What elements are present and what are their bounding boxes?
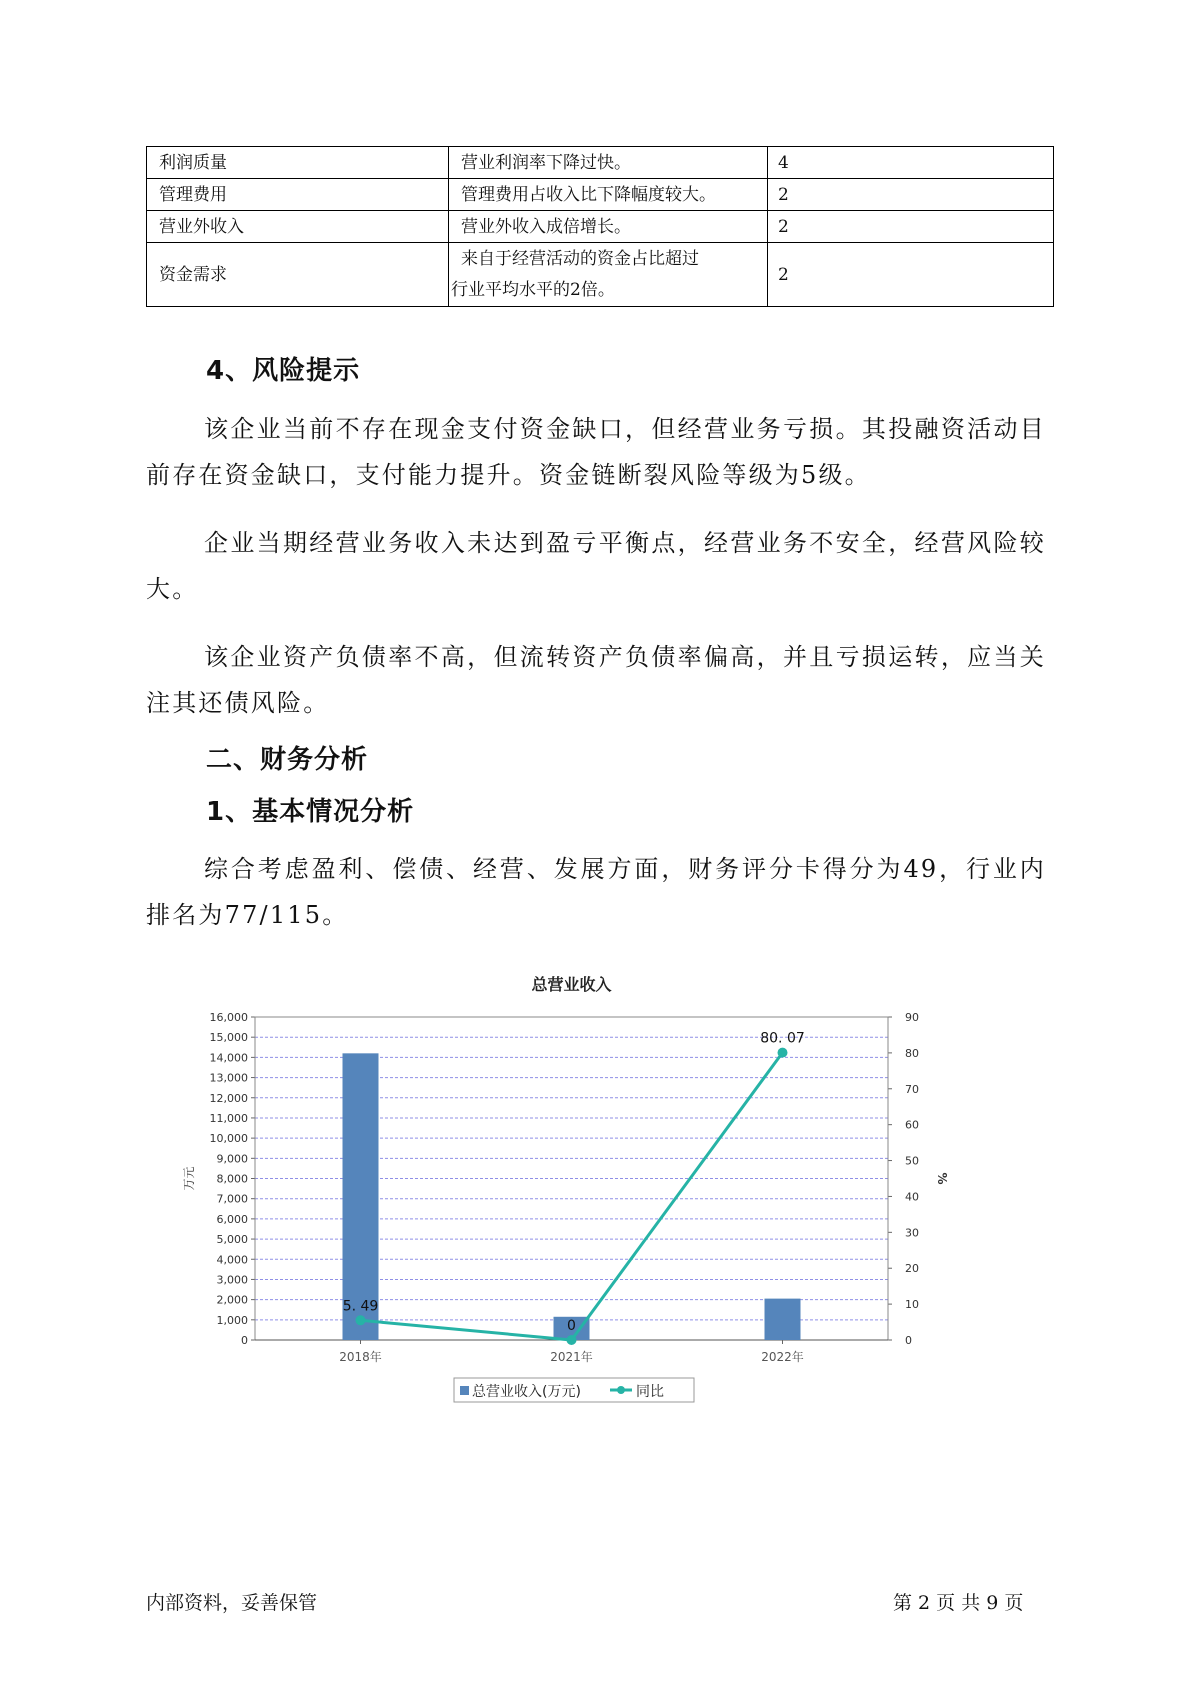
right-axis-tick-label: 70 bbox=[905, 1082, 919, 1096]
left-axis-tick-label: 6,000 bbox=[216, 1212, 248, 1226]
left-axis-tick-label: 5,000 bbox=[216, 1233, 248, 1247]
x-axis-tick-label: 2022年 bbox=[761, 1350, 804, 1364]
score-cell: 2 bbox=[768, 211, 1054, 243]
description-cell bbox=[449, 243, 768, 307]
yoy-data-label: 0 bbox=[567, 1318, 576, 1334]
revenue-chart-svg bbox=[180, 960, 980, 1420]
right-axis-tick-label: 20 bbox=[905, 1262, 919, 1276]
table-row bbox=[147, 147, 1054, 179]
yoy-data-label: 80. 07 bbox=[760, 1030, 805, 1047]
left-axis-tick-label: 7,000 bbox=[216, 1192, 248, 1206]
x-axis-tick-label: 2021年 bbox=[550, 1350, 593, 1364]
right-axis-label: % bbox=[935, 1172, 949, 1185]
footer-confidential: 内部资料，妥善保管 bbox=[146, 1592, 318, 1614]
x-axis-tick-label: 2018年 bbox=[339, 1350, 382, 1364]
left-axis-tick-label: 14,000 bbox=[209, 1051, 248, 1065]
paragraph: 该企业当前不存在现金支付资金缺口，但经营业务亏损。其投融资活动目前存在资金缺口，支付能力提升。资金链断裂风险等级为5级。 bbox=[146, 415, 1046, 489]
chart-title: 总营业收入 bbox=[531, 975, 612, 994]
left-axis-tick-label: 8,000 bbox=[216, 1172, 248, 1186]
description-line: 行业平均水平的2倍。 bbox=[451, 279, 615, 300]
yoy-point-3 bbox=[778, 1048, 788, 1058]
right-axis-tick-label: 80 bbox=[905, 1046, 919, 1060]
left-axis-tick-label: 3,000 bbox=[216, 1273, 248, 1287]
description-cell: 营业利润率下降过快。 bbox=[449, 147, 768, 179]
right-axis-tick-label: 50 bbox=[905, 1154, 919, 1168]
section-heading-risk: 4、风险提示 bbox=[206, 356, 361, 386]
indicator-cell: 资金需求 bbox=[147, 243, 449, 307]
left-axis-tick-label: 15,000 bbox=[209, 1031, 248, 1045]
section-heading-finance: 二、财务分析 bbox=[206, 745, 369, 775]
right-axis-tick-label: 40 bbox=[905, 1190, 919, 1204]
subsection-heading: 1、基本情况分析 bbox=[206, 797, 415, 827]
paragraph: 该企业资产负债率不高，但流转资产负债率偏高，并且亏损运转，应当关注其还债风险。 bbox=[146, 643, 1046, 717]
yoy-line bbox=[361, 1053, 783, 1340]
score-cell: 2 bbox=[768, 243, 1054, 307]
right-axis-tick-label: 60 bbox=[905, 1118, 919, 1132]
right-axis-tick-label: 90 bbox=[905, 1011, 919, 1024]
yoy-point-2 bbox=[567, 1335, 577, 1345]
page-number: 第 2 页 共 9 页 bbox=[893, 1592, 1024, 1614]
table-row bbox=[147, 179, 1054, 211]
legend-line-marker bbox=[617, 1386, 625, 1394]
left-axis-tick-label: 13,000 bbox=[209, 1071, 248, 1085]
description-line: 来自于经营活动的资金占比超过 bbox=[461, 248, 699, 269]
right-axis-tick-label: 0 bbox=[905, 1334, 912, 1347]
left-axis-tick-label: 16,000 bbox=[209, 1011, 248, 1024]
left-axis-tick-label: 11,000 bbox=[209, 1111, 248, 1125]
risk-indicator-table bbox=[146, 146, 1054, 307]
indicator-cell: 营业外收入 bbox=[147, 211, 449, 243]
legend-bar-swatch bbox=[460, 1386, 469, 1395]
left-axis-tick-label: 4,000 bbox=[216, 1253, 248, 1267]
left-axis-tick-label: 9,000 bbox=[216, 1152, 248, 1166]
score-cell: 2 bbox=[768, 179, 1054, 211]
left-axis-tick-label: 12,000 bbox=[209, 1091, 248, 1105]
left-axis-tick-label: 1,000 bbox=[216, 1313, 248, 1327]
bar-3 bbox=[765, 1299, 801, 1340]
revenue-chart bbox=[180, 960, 980, 1420]
description-cell: 管理费用占收入比下降幅度较大。 bbox=[449, 179, 768, 211]
paragraph: 企业当期经营业务收入未达到盈亏平衡点，经营业务不安全，经营风险较大。 bbox=[146, 529, 1046, 603]
table-row bbox=[147, 243, 1054, 307]
paragraph: 综合考虑盈利、偿债、经营、发展方面，财务评分卡得分为49，行业内排名为77/115。 bbox=[146, 855, 1046, 929]
description-cell: 营业外收入成倍增长。 bbox=[449, 211, 768, 243]
left-axis-label: 万元 bbox=[182, 1166, 196, 1191]
score-cell: 4 bbox=[768, 147, 1054, 179]
left-axis-tick-label: 10,000 bbox=[209, 1132, 248, 1146]
legend-line-label: 同比 bbox=[636, 1384, 664, 1400]
left-axis-tick-label: 0 bbox=[241, 1334, 248, 1347]
left-axis-tick-label: 2,000 bbox=[216, 1293, 248, 1307]
indicator-cell: 管理费用 bbox=[147, 179, 449, 211]
bar-1 bbox=[343, 1053, 379, 1340]
table-row bbox=[147, 211, 1054, 243]
indicator-cell: 利润质量 bbox=[147, 147, 449, 179]
right-axis-tick-label: 30 bbox=[905, 1226, 919, 1240]
yoy-data-label: 5. 49 bbox=[342, 1298, 379, 1315]
yoy-point-1 bbox=[356, 1315, 366, 1325]
right-axis-tick-label: 10 bbox=[905, 1298, 919, 1312]
legend-bar-label: 总营业收入(万元) bbox=[472, 1384, 581, 1400]
